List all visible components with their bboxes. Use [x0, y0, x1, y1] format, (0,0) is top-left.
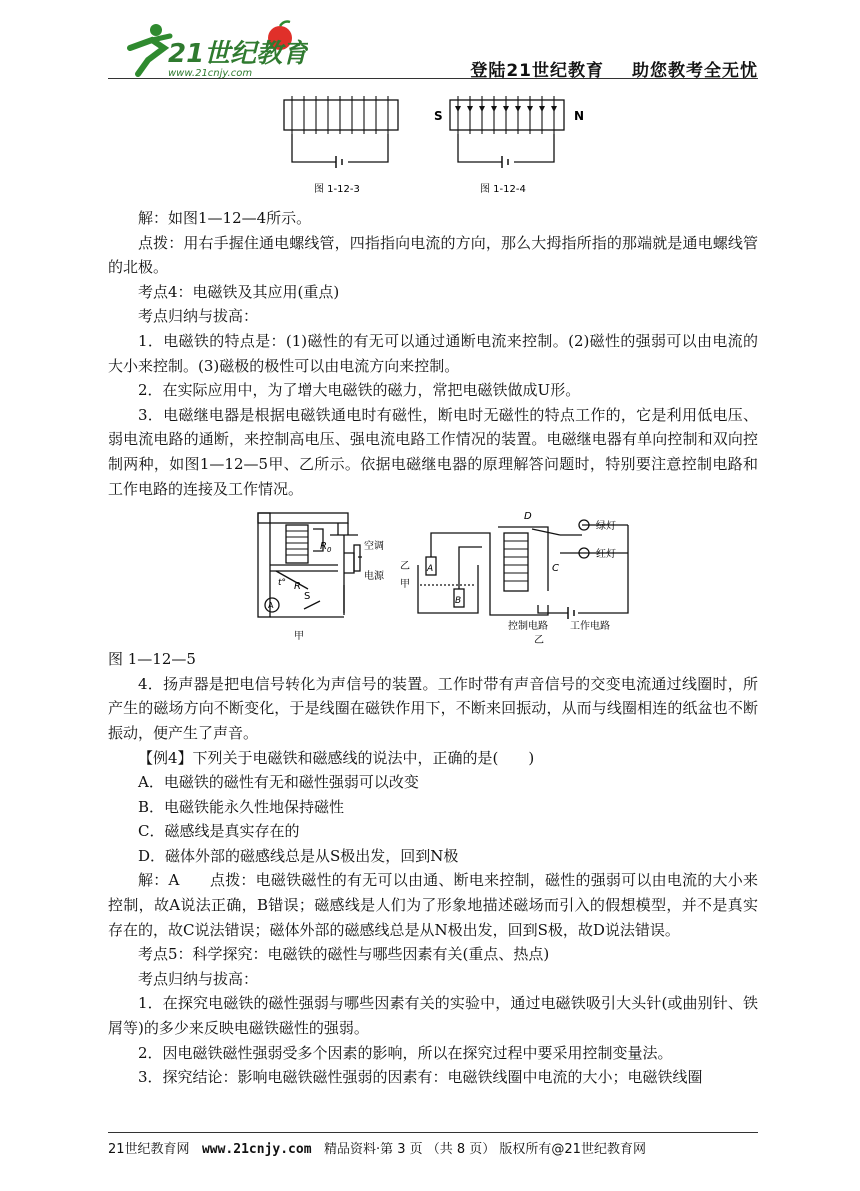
footer-divider	[108, 1132, 758, 1133]
pole-s: S	[434, 109, 443, 123]
logo-url: www.21cnjy.com	[168, 68, 253, 79]
paragraph: 3．探究结论：影响电磁铁磁性强弱的因素有：电磁铁线圈中电流的大小；电磁铁线圈	[138, 1068, 703, 1087]
label-hongdeng: 红灯	[596, 549, 616, 561]
paragraph: 解：如图1—12—4所示。	[138, 209, 312, 227]
solenoid-figures	[270, 92, 600, 200]
label-gongzuo: 工作电路	[570, 621, 610, 633]
label-dianyuan: 电源	[364, 571, 384, 583]
header-divider	[108, 78, 758, 79]
option-b: B．电磁铁能永久性地保持磁性	[138, 797, 345, 816]
solenoid-right	[450, 96, 564, 168]
section-heading: 考点5：科学探究：电磁铁的磁性与哪些因素有关(重点、热点)	[138, 945, 550, 964]
paragraph: 考点归纳与拔高：	[138, 969, 259, 988]
paragraph: 2．在实际应用中，为了增大电磁铁的磁力，常把电磁铁做成U形。	[138, 381, 581, 400]
paragraph: 考点归纳与拔高：	[138, 307, 259, 326]
caption-1-12-4: 图 1-12-4	[480, 184, 526, 195]
logo-text: 21世纪教育	[168, 39, 308, 69]
relay-figures	[108, 505, 758, 645]
figure-caption: 图 1—12—5	[108, 650, 196, 669]
label-yi: 乙	[534, 635, 544, 646]
option-d: D．磁体外部的磁感线总是从S极出发，回到N极	[138, 846, 459, 865]
label-yi-side: 乙	[400, 561, 410, 573]
label-s: S	[304, 591, 311, 603]
footer-url: www.21cnjy.com	[201, 1142, 312, 1157]
logo	[108, 18, 308, 80]
relay-circuit-yi	[418, 520, 628, 619]
paragraph: 解：A 点拨：电磁铁磁性的有无可以由通、断电来控制，磁性的强弱可以由电流的大小来控制，故A说法正确，B错误；磁感线是人们为了形象地描述磁场而引入的假想模型，并不是真实存在的，故C说法错误；磁体外部的磁感线总是从N极出发，回到S极，故D说法错误。	[108, 871, 758, 939]
label-kongzhi: 控制电路	[508, 621, 548, 633]
label-b: B	[455, 596, 462, 607]
paragraph: 点拨：用右手握住通电螺线管，四指指向电流的方向，那么大拇指所指的那端就是通电螺线管的北极。	[108, 233, 758, 277]
label-r0: R	[320, 541, 327, 553]
relay-diagram	[108, 505, 758, 645]
label-t: t°	[278, 578, 287, 589]
example-question: 【例4】下列关于电磁铁和磁感线的说法中，正确的是( )	[138, 748, 535, 767]
paragraph: 3．电磁继电器是根据电磁铁通电时有磁性，断电时无磁性的特点工作的，它是利用低电压、弱电流电路的通断，来控制高电压、强电流电路工作情况的装置。电磁继电器有单向控制和双向控制两种，如图1—12—5甲、乙所示。依据电磁继电器的原理解答问题时，特别要注意控制电路和工作电路的连接及工作情况。	[108, 405, 758, 498]
label-r: R	[294, 581, 301, 593]
footer-left: 21世纪教育网	[108, 1142, 190, 1157]
label-kongtiao: 空调	[364, 541, 384, 553]
slogan-1: 登陆21世纪教育	[470, 61, 604, 81]
runner-icon	[130, 24, 170, 74]
label-jia: 甲	[294, 631, 304, 643]
label-r0-sub: 0	[327, 546, 332, 555]
label-d: D	[524, 511, 532, 523]
option-c: C．磁感线是真实存在的	[138, 822, 300, 841]
main-content	[108, 206, 758, 1090]
section-heading: 考点4：电磁铁及其应用(重点)	[138, 282, 340, 301]
pole-n: N	[574, 109, 585, 123]
paragraph: 2．因电磁铁磁性强弱受多个因素的影响，所以在探究过程中要采用控制变量法。	[138, 1043, 673, 1062]
paragraph: 4．扬声器是把电信号转化为声信号的装置。工作时带有声音信号的交变电流通过线圈时，所产生的磁场方向不断变化，于是线圈在磁铁作用下，不断来回振动，从而与线圈相连的纸盆也不断振动，便产生了声音。	[108, 674, 758, 742]
label-jia-side: 甲	[400, 579, 410, 591]
option-a: A．电磁铁的磁性有无和磁性强弱可以改变	[138, 773, 419, 792]
label-lvdeng: 绿灯	[596, 521, 616, 533]
paragraph: 1．电磁铁的特点是：(1)磁性的有无可以通过通断电流来控制。(2)磁性的强弱可以由电流的大小来控制。(3)磁极的极性可以由电流方向来控制。	[108, 331, 758, 375]
footer-middle: 精品资料·第 3 页 （共 8 页） 版权所有@21世纪教育网	[323, 1142, 646, 1157]
page-header	[108, 18, 758, 82]
label-ammeter: A	[268, 601, 274, 611]
solenoid-left	[284, 96, 398, 168]
caption-1-12-3: 图 1-12-3	[314, 184, 360, 195]
paragraph: 1．在探究电磁铁的磁性强弱与哪些因素有关的实验中，通过电磁铁吸引大头针(或曲别针、铁屑等)的多少来反映电磁铁磁性的强弱。	[108, 994, 758, 1038]
label-c: C	[552, 563, 559, 575]
page-footer	[108, 1138, 758, 1157]
label-a2: A	[427, 564, 434, 575]
slogan-2: 助您教考全无忧	[632, 61, 758, 81]
